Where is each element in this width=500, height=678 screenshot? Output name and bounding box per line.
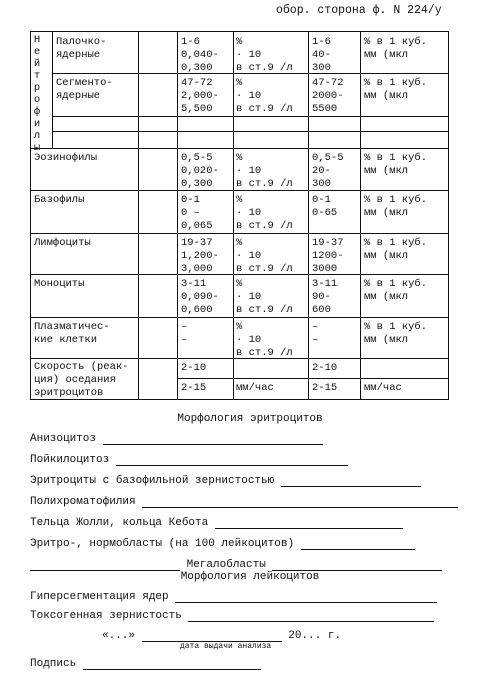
cell-value: 2-10 — [181, 362, 207, 374]
cell-unit: % в 1 куб. мм (мкл — [364, 152, 428, 177]
cell-value: 3-11 90- 600 — [312, 278, 338, 316]
cell-unit: % · 10 в ст.9 /л — [236, 237, 293, 275]
field-hypersegmentation[interactable]: Гиперсегментация ядер — [30, 591, 437, 603]
cell-value: 0-1 0-65 — [312, 194, 338, 219]
cell-unit: мм/час — [236, 382, 274, 394]
field-normoblasts[interactable]: Эритро-, нормобласты (на 100 лейкоцитов) — [30, 538, 415, 550]
erythro-title: Морфология эритроцитов — [177, 413, 323, 425]
cell-unit: % · 10 в ст.9 /л — [236, 321, 293, 359]
cell-name: Базофилы — [34, 194, 85, 206]
cell-unit: % · 10 в ст.9 /л — [236, 77, 293, 115]
cell-name: Моноциты — [34, 278, 85, 290]
cell-name: Лимфоциты — [34, 237, 91, 249]
cell-unit: % в 1 куб. мм (мкл — [364, 321, 428, 346]
cell-value: 19-37 1,200- 3,000 — [181, 237, 219, 275]
cell-value: – – — [181, 321, 188, 346]
field-basophilic-stippling[interactable]: Эритроциты с базофильной зернистостью — [30, 475, 421, 487]
cell-value: 47-72 2000- 5500 — [312, 77, 344, 115]
cell-value: 0,5-5 0,020- 0,300 — [181, 152, 219, 190]
cell-name: Эозинофилы — [34, 152, 98, 164]
cell-unit: % в 1 куб. мм (мкл — [364, 278, 428, 303]
field-poikilocytosis[interactable]: Пойкилоцитоз — [30, 454, 348, 466]
cell-value: – – — [312, 321, 319, 346]
cell-value: 47-72 2,000- 5,500 — [181, 77, 219, 115]
form-number: обор. сторона ф. N 224/у — [276, 4, 442, 17]
cell-unit: % в 1 куб. мм (мкл — [364, 237, 428, 262]
date-line[interactable]: «...» 20... г. — [102, 630, 342, 642]
field-jolly-cabot[interactable]: Тельца Жолли, кольца Кебота — [30, 517, 403, 529]
cell-unit: % · 10 в ст.9 /л — [236, 36, 293, 74]
cell-value: 19-37 1200- 3000 — [312, 237, 344, 275]
cell-name: Сегменто- ядерные — [56, 77, 113, 102]
cell-unit: % · 10 в ст.9 /л — [236, 194, 293, 232]
field-polychromatophilia[interactable]: Полихроматофилия — [30, 496, 458, 508]
cell-value: 3-11 0,090- 0,600 — [181, 278, 219, 316]
cell-unit: % в 1 куб. мм (мкл — [364, 77, 428, 102]
esr-name: Скорость (реак- ция) оседания эритроцитов — [34, 361, 129, 399]
field-toxic-granularity[interactable]: Токсогенная зернистость — [30, 610, 434, 622]
cell-value: 0-1 0 – 0,065 — [181, 194, 213, 232]
cell-unit: % в 1 куб. мм (мкл — [364, 194, 428, 219]
cell-name: Палочко- ядерные — [56, 36, 107, 61]
cell-name: Плазматичес- кие клетки — [34, 321, 110, 346]
cell-value: 1-6 40- 300 — [312, 36, 331, 74]
cell-value: 0,5-5 20- 300 — [312, 152, 344, 190]
leuko-title: Морфология лейкоцитов — [180, 571, 320, 583]
neutrophils-label: Н е й т р о ф и л ы — [33, 34, 41, 154]
field-signature[interactable]: Подпись — [30, 658, 261, 670]
cell-value: 2-15 — [181, 382, 207, 394]
date-caption: дата выдачи анализа — [180, 642, 272, 651]
cell-unit: % · 10 в ст.9 /л — [236, 152, 293, 190]
cell-unit: % в 1 куб. мм (мкл — [364, 36, 428, 61]
cell-unit: % · 10 в ст.9 /л — [236, 278, 293, 316]
cell-value: 2-10 — [312, 362, 338, 374]
cell-value: 1-6 0,040- 0,300 — [181, 36, 219, 74]
field-anisocytosis[interactable]: Анизоцитоз — [30, 433, 323, 445]
cell-value: 2-15 — [312, 382, 338, 394]
cell-unit: мм/час — [364, 382, 402, 394]
field-megaloblasts[interactable]: Мегалобласты — [30, 559, 442, 571]
